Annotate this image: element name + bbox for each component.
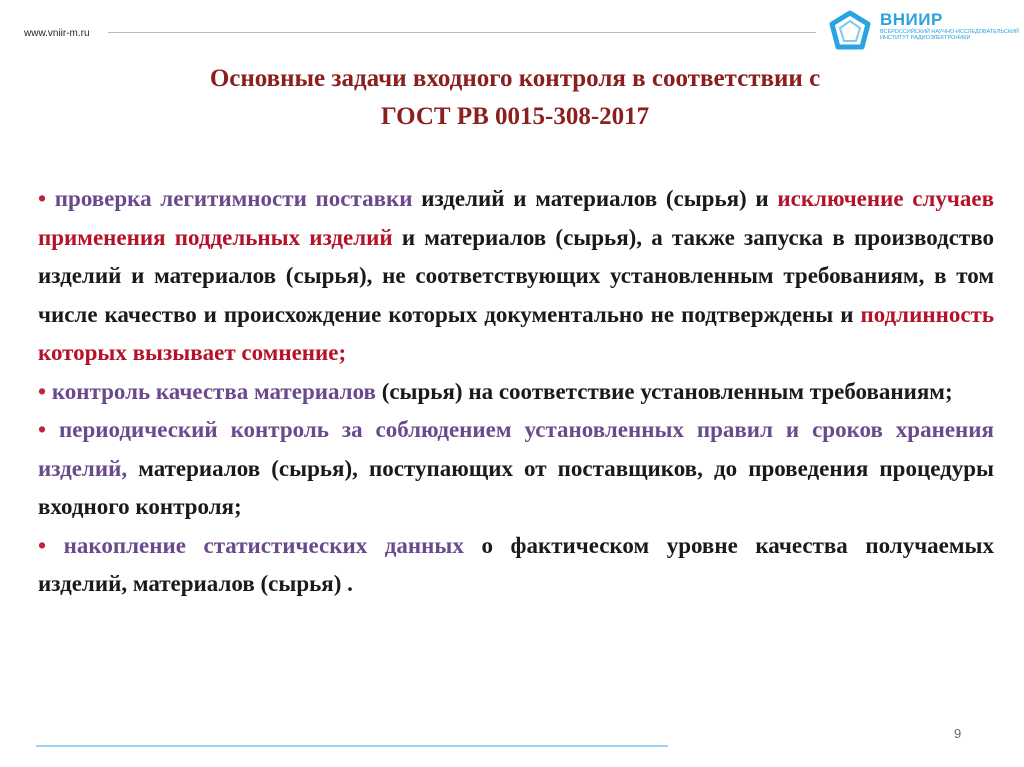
bullet: • (38, 417, 47, 442)
item-text: о фактическом уровне качества получаемых изделий, материалов (сырья) . (38, 532, 994, 596)
footer-divider (36, 745, 668, 747)
title-line-2: ГОСТ РВ 0015-308-2017 (380, 103, 650, 130)
bullet: • (38, 378, 47, 404)
item-highlight-red: подлинность которых вызывает сомнение; (38, 301, 994, 365)
title-line-1: Основные задачи входного контроля в соответствии с (209, 65, 821, 92)
site-url: www.vniir-m.ru (24, 28, 90, 39)
item-text: изделий и материалов (сырья) и (412, 186, 778, 211)
item-highlight-red: исключение случаев применения поддельных изделий (38, 186, 995, 250)
item-text: материалов (сырья), поступающих от поставщиков, до проведения процедуры входного контроля; (38, 455, 994, 519)
task-list (38, 180, 994, 604)
logo-name: ВНИИР (880, 10, 943, 29)
list-item (38, 373, 994, 412)
item-highlight: накопление статистических данных (63, 532, 464, 558)
logo-emblem-icon (828, 10, 872, 52)
item-text: (сырья) на соответствие установленным требованиям; (375, 378, 953, 404)
vniir-logo (828, 8, 1018, 50)
list-item (38, 411, 994, 527)
header-divider (108, 32, 816, 33)
bullet: • (38, 532, 47, 558)
bullet: • (38, 186, 47, 211)
page-number: 9 (954, 726, 962, 741)
slide-title (60, 60, 970, 136)
item-text: и материалов (сырья), а также запуска в производство изделий и материалов (сырья), не соответствующих установленным требованиям, в том числе качество и происхождение которых документально не подтверждены и (38, 224, 994, 327)
list-item (38, 527, 994, 604)
item-highlight: контроль качества материалов (51, 378, 376, 404)
list-item (38, 180, 994, 373)
item-highlight: проверка легитимности поставки (54, 186, 413, 211)
item-highlight: периодический контроль за соблюдением установленных правил и сроков хранения изделий, (38, 417, 995, 481)
logo-subtitle: ВСЕРОССИЙСКИЙ НАУЧНО-ИССЛЕДОВАТЕЛЬСКИЙ ИНСТИТУТ РАДИОЭЛЕКТРОНИКИ (880, 29, 1019, 41)
